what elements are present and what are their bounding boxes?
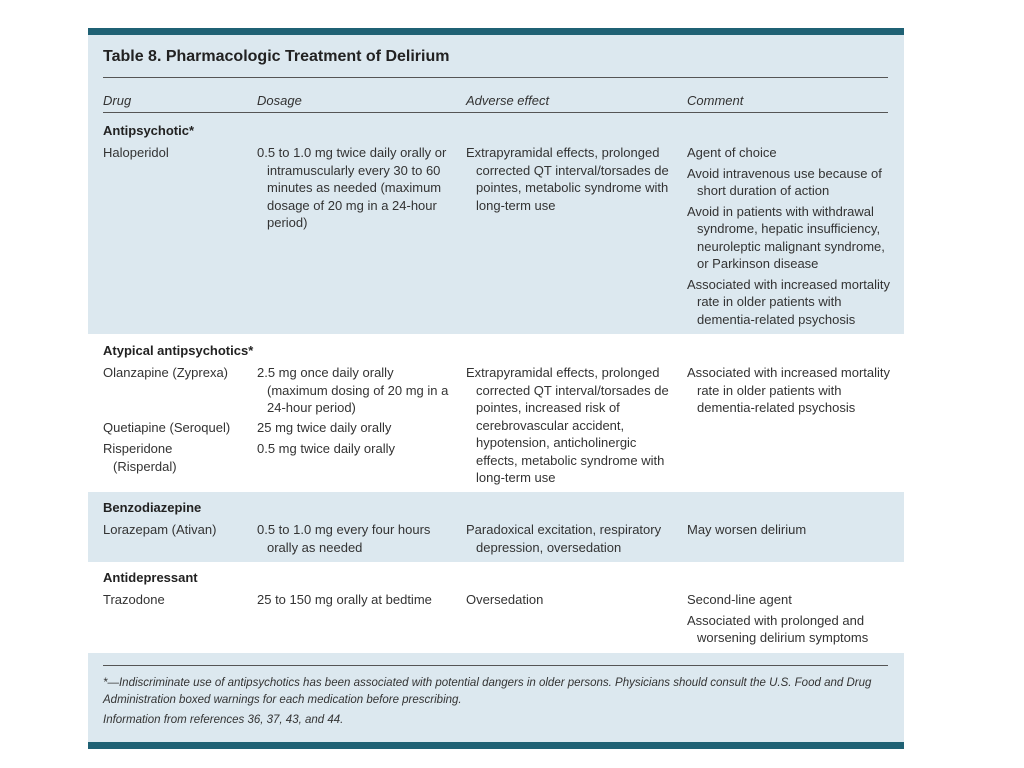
comment-cell: [687, 364, 897, 417]
drug-name: Lorazepam (Ativan): [103, 522, 217, 537]
adverse-effect-cell: [466, 521, 674, 556]
comment-item: Associated with prolonged and worsening delirium symptoms: [687, 612, 869, 645]
header-divider: [103, 112, 888, 113]
bottom-accent-bar: [88, 742, 904, 749]
delirium-treatment-table: [88, 28, 904, 749]
group-antidepressant: [88, 562, 904, 653]
group-antipsychotic: [88, 114, 904, 334]
drug-name: Trazodone: [103, 592, 165, 607]
group-heading: Benzodiazepine: [103, 500, 202, 515]
dosage-text: 0.5 to 1.0 mg twice daily orally or intramuscularly every 30 to 60 minutes as needed (maximum dosage of 20 mg in a 24-hour period): [257, 145, 447, 230]
adverse-effect-cell: [466, 144, 674, 214]
dosage-cell: [257, 419, 452, 437]
adverse-effect-text: Extrapyramidal effects, prolonged corrected QT interval/torsades de pointes, metabolic syndrome with long-term use: [466, 145, 669, 213]
drug-name-quetiapine: Quetiapine (Seroquel): [103, 420, 231, 435]
drug-name: [103, 440, 221, 475]
dosage-cell: [257, 521, 457, 556]
header-dosage: Dosage: [257, 93, 302, 108]
comment-cell: [687, 144, 897, 328]
drug-name-risperidone: Risperidone (Risperdal): [103, 441, 177, 474]
footnote-divider: [103, 665, 888, 666]
adverse-effect-cell: [466, 364, 674, 487]
group-heading: Atypical antipsychotics*: [103, 343, 254, 358]
comment-item: Avoid intravenous use because of short duration of action: [687, 165, 882, 198]
drug-name: [103, 364, 248, 382]
comment-item: May worsen delirium: [687, 522, 807, 537]
adverse-effect-text: Oversedation: [466, 592, 544, 607]
adverse-effect-text: Extrapyramidal effects, prolonged corrected QT interval/torsades de pointes, increased risk of cerebrovascular accident, hypotension, anticholinergic effects, metabolic syndrome with long-term use: [466, 365, 669, 485]
dosage-cell: [257, 440, 452, 458]
group-atypical-antipsychotics: [88, 334, 904, 492]
comment-cell: [687, 591, 897, 647]
drug-name: [103, 419, 248, 437]
dosage-cell: [257, 364, 452, 417]
comment-item: Associated with increased mortality rate in older patients with dementia-related psychosis: [687, 276, 891, 327]
drug-name-olanzapine: Olanzapine (Zyprexa): [103, 365, 228, 380]
drug-name: Haloperidol: [103, 145, 169, 160]
header-adverse-effect: Adverse effect: [466, 93, 550, 108]
comment-item: Associated with increased mortality rate in older patients with dementia-related psychosis: [687, 365, 891, 415]
header-comment: Comment: [687, 93, 744, 108]
comment-item: Second-line agent: [687, 592, 792, 607]
dosage-cell: [257, 144, 452, 232]
dosage-text: 2.5 mg once daily orally (maximum dosing of 20 mg in a 24-hour period): [257, 365, 449, 415]
comment-item: Agent of choice: [687, 145, 777, 160]
group-benzodiazepine: [88, 492, 904, 562]
table-title: Table 8. Pharmacologic Treatment of Delirium: [103, 48, 450, 65]
dosage-text: 25 to 150 mg orally at bedtime: [257, 592, 432, 607]
comment-item: Avoid in patients with withdrawal syndrome, hepatic insufficiency, neuroleptic malignant syndrome, or Parkinson disease: [687, 203, 885, 271]
header-drug: Drug: [103, 93, 132, 108]
comment-cell: [687, 521, 897, 539]
group-heading: Antipsychotic*: [103, 123, 195, 138]
dosage-text: 0.5 to 1.0 mg every four hours orally as needed: [257, 522, 431, 555]
group-heading: Antidepressant: [103, 570, 198, 585]
footnote-text: *—Indiscriminate use of antipsychotics has been associated with potential dangers in older persons. Physicians should consult the U.S. Food and Drug Administration boxed warnings for each medication before prescribing.: [103, 677, 872, 706]
dosage-text: 25 mg twice daily orally: [257, 420, 392, 435]
dosage-text: 0.5 mg twice daily orally: [257, 441, 395, 456]
source-note: Information from references 36, 37, 43, and 44.: [103, 714, 344, 726]
title-divider: [103, 77, 888, 78]
adverse-effect-text: Paradoxical excitation, respiratory depression, oversedation: [466, 522, 662, 555]
top-accent-bar: [88, 28, 904, 35]
